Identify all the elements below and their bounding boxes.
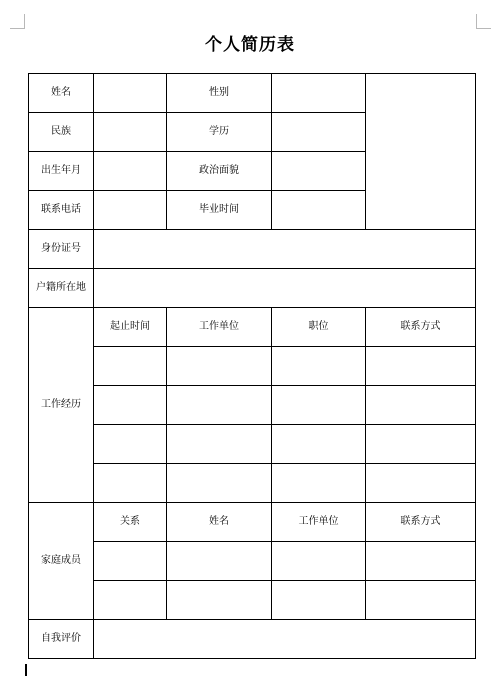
family-cell[interactable]: [366, 581, 476, 620]
name-field[interactable]: [94, 74, 167, 113]
id-label: 身份证号: [29, 230, 94, 269]
graduation-field[interactable]: [272, 191, 366, 230]
row-self-evaluation: [29, 620, 476, 659]
row-name-gender: [29, 74, 476, 113]
work-cell[interactable]: [366, 425, 476, 464]
political-field[interactable]: [272, 152, 366, 191]
work-cell[interactable]: [167, 464, 272, 503]
work-header-contact: 联系方式: [366, 308, 476, 347]
hukou-label: 户籍所在地: [29, 269, 94, 308]
work-cell[interactable]: [272, 464, 366, 503]
page-corner-mark-top-right: [476, 14, 491, 29]
text-cursor: [25, 664, 27, 676]
hukou-field[interactable]: [94, 269, 476, 308]
education-label: 学历: [167, 113, 272, 152]
work-cell[interactable]: [94, 464, 167, 503]
work-cell[interactable]: [167, 425, 272, 464]
family-cell[interactable]: [167, 581, 272, 620]
work-header-position: 职位: [272, 308, 366, 347]
self-eval-label: 自我评价: [29, 620, 94, 659]
work-row: [29, 425, 476, 464]
family-row: [29, 542, 476, 581]
work-cell[interactable]: [272, 347, 366, 386]
work-row: [29, 386, 476, 425]
family-cell[interactable]: [366, 542, 476, 581]
phone-field[interactable]: [94, 191, 167, 230]
graduation-label: 毕业时间: [167, 191, 272, 230]
family-cell[interactable]: [94, 542, 167, 581]
family-section-label: 家庭成员: [29, 503, 94, 620]
row-id-number: [29, 230, 476, 269]
name-label: 姓名: [29, 74, 94, 113]
work-cell[interactable]: [167, 347, 272, 386]
work-cell[interactable]: [94, 386, 167, 425]
work-cell[interactable]: [94, 425, 167, 464]
family-cell[interactable]: [272, 542, 366, 581]
family-header-employer: 工作单位: [272, 503, 366, 542]
birth-field[interactable]: [94, 152, 167, 191]
family-cell[interactable]: [272, 581, 366, 620]
id-field[interactable]: [94, 230, 476, 269]
work-cell[interactable]: [272, 386, 366, 425]
work-row: [29, 464, 476, 503]
resume-table: [28, 73, 476, 659]
education-field[interactable]: [272, 113, 366, 152]
work-cell[interactable]: [366, 386, 476, 425]
ethnicity-label: 民族: [29, 113, 94, 152]
work-header-employer: 工作单位: [167, 308, 272, 347]
work-cell[interactable]: [94, 347, 167, 386]
gender-field[interactable]: [272, 74, 366, 113]
page-title: 个人简历表: [205, 35, 295, 55]
phone-label: 联系电话: [29, 191, 94, 230]
family-cell[interactable]: [167, 542, 272, 581]
photo-cell[interactable]: [366, 74, 476, 230]
gender-label: 性别: [167, 74, 272, 113]
family-header-relation: 关系: [94, 503, 167, 542]
family-row: [29, 581, 476, 620]
birth-label: 出生年月: [29, 152, 94, 191]
row-hukou: [29, 269, 476, 308]
family-header-name: 姓名: [167, 503, 272, 542]
work-cell[interactable]: [366, 347, 476, 386]
page-corner-mark-top-left: [10, 14, 25, 29]
work-cell[interactable]: [167, 386, 272, 425]
ethnicity-field[interactable]: [94, 113, 167, 152]
family-header-row: [29, 503, 476, 542]
work-cell[interactable]: [272, 425, 366, 464]
work-cell[interactable]: [366, 464, 476, 503]
work-section-label: 工作经历: [29, 308, 94, 503]
work-header-row: [29, 308, 476, 347]
work-header-period: 起止时间: [94, 308, 167, 347]
work-row: [29, 347, 476, 386]
family-header-contact: 联系方式: [366, 503, 476, 542]
political-label: 政治面貌: [167, 152, 272, 191]
family-cell[interactable]: [94, 581, 167, 620]
self-eval-field[interactable]: [94, 620, 476, 659]
